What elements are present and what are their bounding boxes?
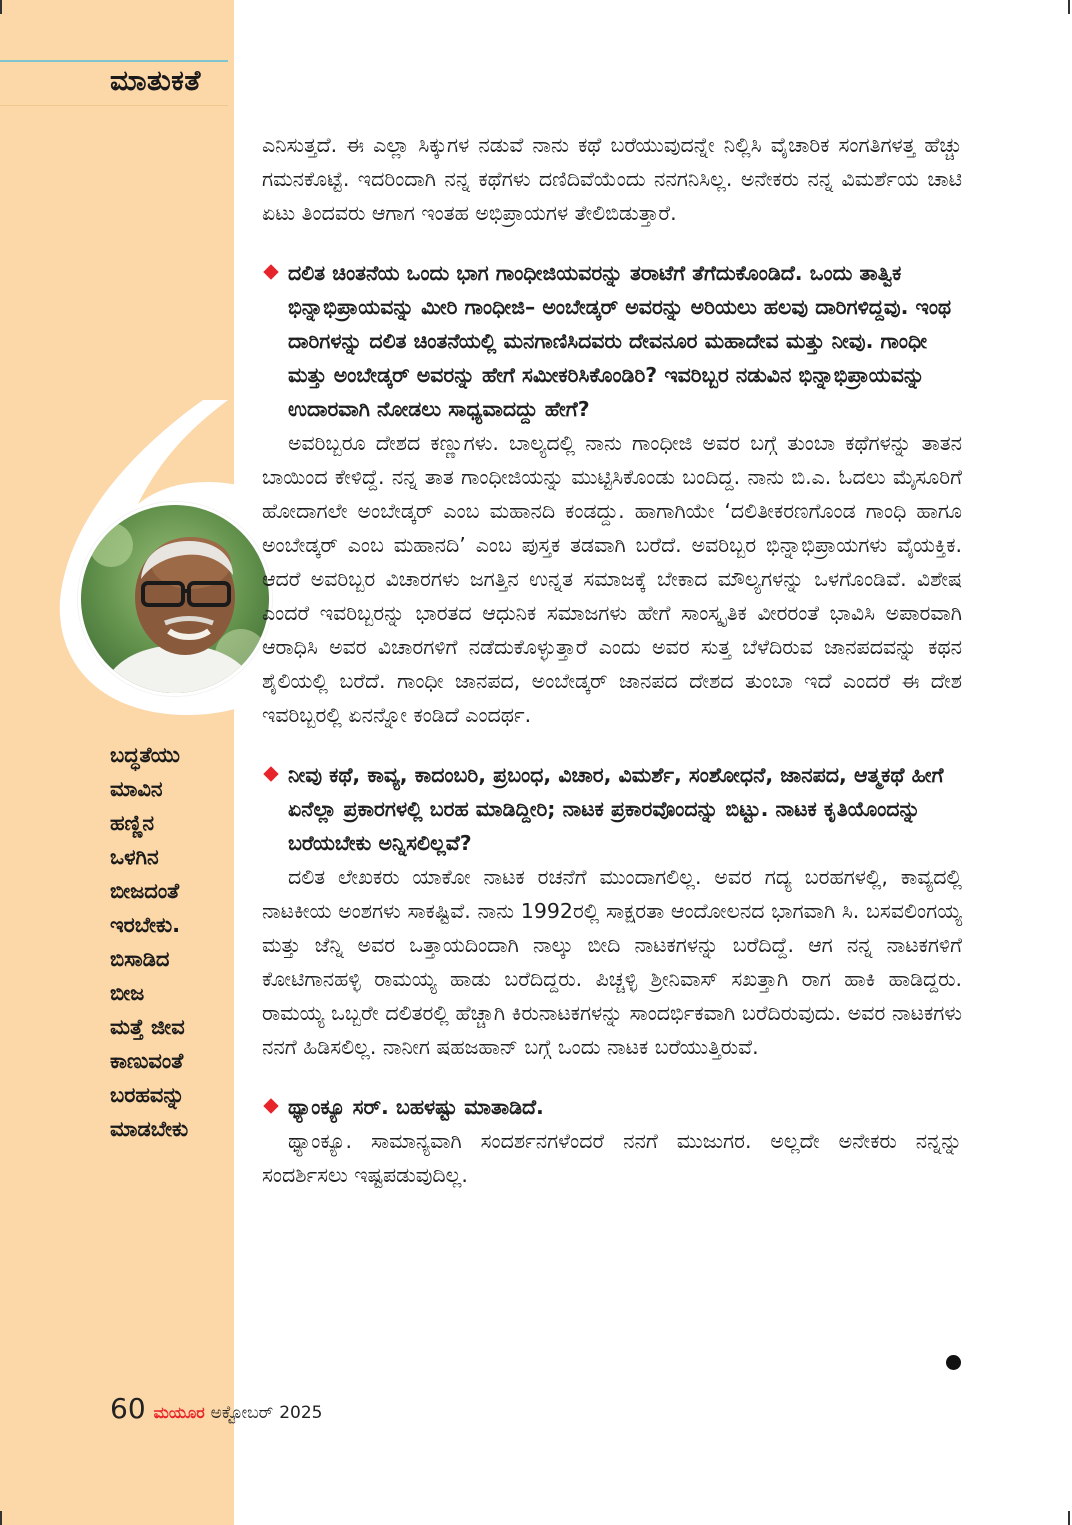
intro-paragraph: ಎನಿಸುತ್ತದೆ. ಈ ಎಲ್ಲಾ ಸಿಕ್ಕುಗಳ ನಡುವೆ ನಾನು ಕಥೆ ಬರೆಯುವುದನ್ನೇ ನಿಲ್ಲಿಸಿ ವೈಚಾರಿಕ ಸಂಗತಿಗಳತ್ತ ಹೆಚ್ಚು ಗಮನಕೊಟ್ಟೆ. ಇದರಿಂದಾಗಿ ನನ್ನ ಕಥೆಗಳು ದಣಿದಿವೆಯೆಂದು ನನಗನಿಸಿಲ್ಲ. ಅನೇಕರು ನನ್ನ ವಿಮರ್ಶೆಯ ಚಾಟಿ ಏಟು ತಿಂದವರು ಆಗಾಗ ಇಂತಹ ಅಭಿಪ್ರಾಯಗಳ ತೇಲಿಬಿಡುತ್ತಾರೆ. — [262, 133, 962, 225]
pull-quote-line: ಬಿಸಾಡಿದ — [110, 947, 170, 971]
pull-quote-line: ಬೀಜ — [110, 981, 145, 1005]
question — [262, 256, 962, 426]
page-footer — [110, 1392, 322, 1425]
question-text: ದಲಿತ ಚಿಂತನೆಯ ಒಂದು ಭಾಗ ಗಾಂಧೀಜಿಯವರನ್ನು ತರಾಟೆಗೆ ತೆಗೆದುಕೊಂಡಿದೆ. ಒಂದು ತಾತ್ವಿಕ ಭಿನ್ನಾಭಿಪ್ರಾಯವನ್ನು ಮೀರಿ ಗಾಂಧೀಜಿ– ಅಂಬೇಡ್ಕರ್ ಅವರನ್ನು ಅರಿಯಲು ಹಲವು ದಾರಿಗಳಿದ್ದವು. ಇಂಥ ದಾರಿಗಳನ್ನು ದಲಿತ ಚಿಂತನೆಯಲ್ಲಿ ಮನಗಾಣಿಸಿದವರು ದೇವನೂರ ಮಹಾದೇವ ಮತ್ತು ನೀವು. ಗಾಂಧೀ ಮತ್ತು ಅಂಬೇಡ್ಕರ್ ಅವರನ್ನು ಹೇಗೆ ಸಮೀಕರಿಸಿಕೊಂಡಿರಿ? ಇವರಿಬ್ಬರ ನಡುವಿನ ಭಿನ್ನಾಭಿಪ್ರಾಯವನ್ನು ಉದಾರವಾಗಿ ನೋಡಲು ಸಾಧ್ಯವಾದದ್ದು ಹೇಗೆ? — [288, 261, 952, 421]
author-portrait — [78, 502, 272, 696]
portrait-image — [81, 505, 269, 693]
question-text: ನೀವು ಕಥೆ, ಕಾವ್ಯ, ಕಾದಂಬರಿ, ಪ್ರಬಂಧ, ವಿಚಾರ, ವಿಮರ್ಶೆ, ಸಂಶೋಧನೆ, ಜಾನಪದ, ಆತ್ಮಕಥೆ ಹೀಗೆ ಏನೆಲ್ಲಾ ಪ್ರಕಾರಗಳಲ್ಲಿ ಬರಹ ಮಾಡಿದ್ದೀರಿ; ನಾಟಕ ಪ್ರಕಾರವೊಂದನ್ನು ಬಿಟ್ಟು. ನಾಟಕ ಕೃತಿಯೊಂದನ್ನು ಬರೆಯಬೇಕು ಅನ್ನಿಸಲಿಲ್ಲವೆ? — [288, 763, 944, 855]
pull-quote-line: ಬದ್ಧತೆಯು — [110, 743, 180, 767]
question — [262, 758, 962, 860]
qa-block — [262, 256, 962, 732]
article-body — [262, 128, 962, 1192]
section-title: ಮಾತುಕತೆ — [110, 64, 201, 97]
issue-year: 2025 — [279, 1403, 323, 1423]
answer: ಥ್ಯಾಂಕ್ಯೂ. ಸಾಮಾನ್ಯವಾಗಿ ಸಂದರ್ಶನಗಳೆಂದರೆ ನನಗೆ ಮುಜುಗರ. ಅಲ್ಲದೇ ಅನೇಕರು ನನ್ನನ್ನು ಸಂದರ್ಶಿಸಲು ಇಷ್ಟಪಡುವುದಿಲ್ಲ. — [262, 1129, 962, 1187]
qa-block — [262, 1090, 962, 1192]
pull-quote-line: ಬೀಜದಂತೆ — [110, 879, 180, 903]
answer: ಅವರಿಬ್ಬರೂ ದೇಶದ ಕಣ್ಣುಗಳು. ಬಾಲ್ಯದಲ್ಲಿ ನಾನು ಗಾಂಧೀಜಿ ಅವರ ಬಗ್ಗೆ ತುಂಬಾ ಕಥೆಗಳನ್ನು ತಾತನ ಬಾಯಿಂದ ಕೇಳಿದ್ದೆ. ನನ್ನ ತಾತ ಗಾಂಧೀಜಿಯನ್ನು ಮುಟ್ಟಿಸಿಕೊಂಡು ಬಂದಿದ್ದ. ನಾನು ಬಿ.ಎ. ಓದಲು ಮೈಸೂರಿಗೆ ಹೋದಾಗಲೇ ಅಂಬೇಡ್ಕರ್ ಎಂಬ ಮಹಾನದಿ ಕಂಡದ್ದು. ಹಾಗಾಗಿಯೇ ‘ದಲಿತೀಕರಣಗೊಂಡ ಗಾಂಧಿ ಹಾಗೂ ಅಂಬೇಡ್ಕರ್ ಎಂಬ ಮಹಾನದಿ’ ಎಂಬ ಪುಸ್ತಕ ತಡವಾಗಿ ಬರೆದೆ. ಅವರಿಬ್ಬರ ಭಿನ್ನಾಭಿಪ್ರಾಯಗಳು ವೈಯಕ್ತಿಕ. ಆದರೆ ಅವರಿಬ್ಬರ ವಿಚಾರಗಳು ಜಗತ್ತಿನ ಉನ್ನತ ಸಮಾಜಕ್ಕೆ ಬೇಕಾದ ಮೌಲ್ಯಗಳನ್ನು ಒಳಗೊಂಡಿವೆ. ವಿಶೇಷ ಎಂದರೆ ಇವರಿಬ್ಬರನ್ನು ಭಾರತದ ಆಧುನಿಕ ಸಮಾಜಗಳು ಹೇಗೆ ಸಾಂಸ್ಕೃತಿಕ ವೀರರಂತೆ ಭಾವಿಸಿ ಅಪಾರವಾಗಿ ಆರಾಧಿಸಿ ಅವರ ವಿಚಾರಗಳಿಗೆ ನಡೆದುಕೊಳ್ಳುತ್ತಾರೆ ಎಂದು ಅವರ ಸುತ್ತ ಬೆಳೆದಿರುವ ಜಾನಪದವನ್ನು ಕಥನ ಶೈಲಿಯಲ್ಲಿ ಬರೆದೆ. ಗಾಂಧೀ ಜಾನಪದ, ಅಂಬೇಡ್ಕರ್ ಜಾನಪದ ದೇಶದ ತುಂಬಾ ಇದೆ ಎಂದರೆ ಈ ದೇಶ ಇವರಿಬ್ಬರಲ್ಲಿ ಏನನ್ನೋ ಕಂಡಿದೆ ಎಂದರ್ಥ. — [262, 431, 962, 727]
pull-quote-line: ಒಳಗಿನ — [110, 845, 159, 869]
pull-quote-line: ಮಾಡಬೇಕು — [110, 1117, 189, 1141]
magazine-logo: ಮಯೂರ — [153, 1403, 205, 1422]
diamond-bullet-icon — [263, 766, 278, 781]
crop-mark — [1068, 0, 1070, 14]
crop-mark — [0, 1511, 2, 1525]
question-text: ಥ್ಯಾಂಕ್ಯೂ ಸರ್. ಬಹಳಷ್ಟು ಮಾತಾಡಿದೆ. — [288, 1095, 544, 1119]
crop-mark — [1068, 1511, 1070, 1525]
pull-quote-line: ಕಾಣುವಂತೆ — [110, 1049, 184, 1073]
issue-month: ಅಕ್ಟೋಬರ್ — [210, 1403, 274, 1423]
question — [262, 1090, 962, 1124]
pull-quote — [110, 738, 230, 1146]
qa-block — [262, 758, 962, 1064]
header-underline — [0, 105, 228, 106]
pull-quote-line: ಮತ್ತೆ ಜೀವ — [110, 1015, 185, 1039]
pull-quote-line: ಇರಬೇಕು. — [110, 913, 181, 937]
pull-quote-line: ಬರಹವನ್ನು — [110, 1083, 185, 1107]
pull-quote-line: ಹಣ್ಣಿನ — [110, 811, 155, 835]
crop-mark — [0, 0, 2, 14]
header-rule — [0, 60, 228, 62]
end-mark-icon — [946, 1355, 961, 1370]
pull-quote-line: ಮಾವಿನ — [110, 777, 163, 801]
answer: ದಲಿತ ಲೇಖಕರು ಯಾಕೋ ನಾಟಕ ರಚನೆಗೆ ಮುಂದಾಗಲಿಲ್ಲ. ಅವರ ಗದ್ಯ ಬರಹಗಳಲ್ಲಿ, ಕಾವ್ಯದಲ್ಲಿ ನಾಟಕೀಯ ಅಂಶಗಳು ಸಾಕಷ್ಟಿವೆ. ನಾನು 1992ರಲ್ಲಿ ಸಾಕ್ಷರತಾ ಆಂದೋಲನದ ಭಾಗವಾಗಿ ಸಿ. ಬಸವಲಿಂಗಯ್ಯ ಮತ್ತು ಜೆನ್ನಿ ಅವರ ಒತ್ತಾಯದಿಂದಾಗಿ ನಾಲ್ಕು ಬೀದಿ ನಾಟಕಗಳನ್ನು ಬರೆದಿದ್ದೆ. ಆಗ ನನ್ನ ನಾಟಕಗಳಿಗೆ ಕೋಟಿಗಾನಹಳ್ಳಿ ರಾಮಯ್ಯ ಹಾಡು ಬರೆದಿದ್ದರು. ಪಿಚ್ಚಳ್ಳಿ ಶ್ರೀನಿವಾಸ್ ಸಖತ್ತಾಗಿ ರಾಗ ಹಾಕಿ ಹಾಡಿದ್ದರು. ರಾಮಯ್ಯ ಒಬ್ಬರೇ ದಲಿತರಲ್ಲಿ ಹೆಚ್ಚಾಗಿ ಕಿರುನಾಟಕಗಳನ್ನು ಸಾಂದರ್ಭಿಕವಾಗಿ ಬರೆದಿರುವುದು. ಅವರ ನಾಟಕಗಳು ನನಗೆ ಹಿಡಿಸಲಿಲ್ಲ. ನಾನೀಗ ಷಹಜಹಾನ್ ಬಗ್ಗೆ ಒಂದು ನಾಟಕ ಬರೆಯುತ್ತಿರುವೆ. — [262, 865, 962, 1059]
diamond-bullet-icon — [263, 1098, 278, 1113]
diamond-bullet-icon — [263, 264, 278, 279]
page-number: 60 — [110, 1392, 146, 1425]
